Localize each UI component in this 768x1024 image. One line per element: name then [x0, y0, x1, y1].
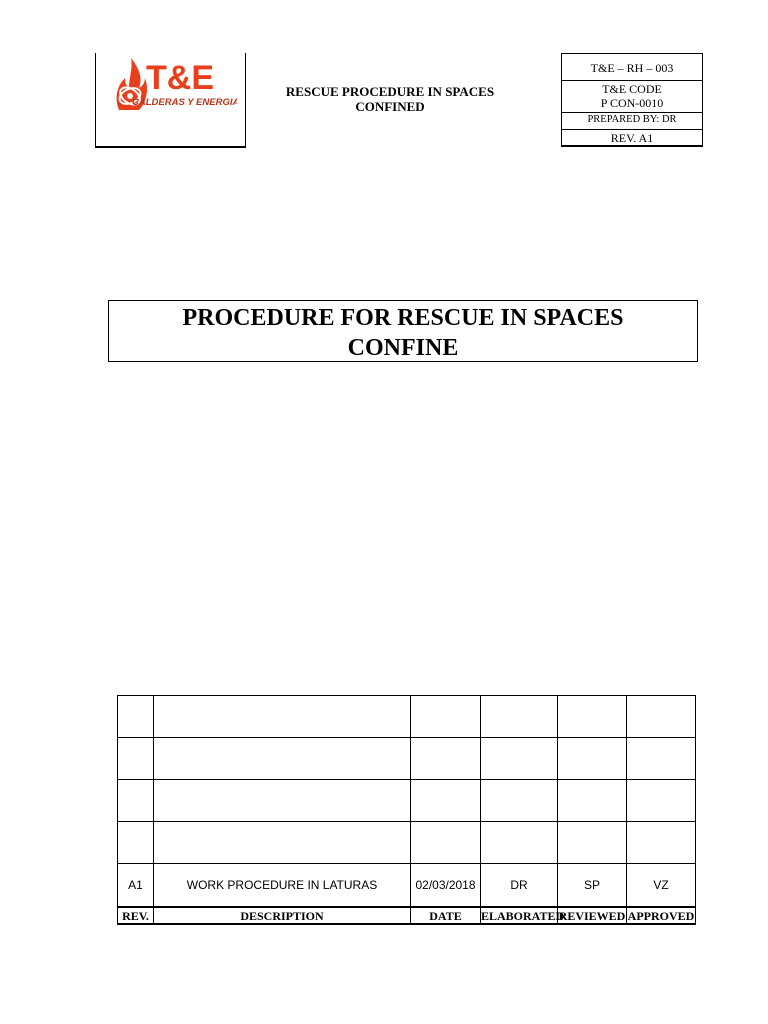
table-cell [411, 822, 481, 864]
svg-text:CALDERAS Y ENERGIA: CALDERAS Y ENERGIA [132, 97, 237, 108]
table-cell [118, 822, 154, 864]
code-value: P CON-0010 [600, 96, 664, 110]
table-cell [627, 738, 696, 780]
table-row [118, 738, 696, 780]
table-cell [481, 780, 558, 822]
company-logo [113, 56, 237, 112]
revision-table [117, 695, 696, 925]
table-cell [411, 696, 481, 738]
table-cell [627, 780, 696, 822]
company-logo-graphic [113, 56, 237, 112]
table-cell [481, 696, 558, 738]
table-cell [411, 738, 481, 780]
table-cell [558, 822, 627, 864]
table-cell [154, 696, 411, 738]
table-row [118, 864, 696, 908]
header-date: DATE [411, 907, 481, 924]
document-number: T&E – RH – 003 [590, 61, 674, 75]
description-cell: WORK PROCEDURE IN LATURAS [154, 864, 411, 908]
rev-cell: A1 [118, 864, 154, 908]
table-row [118, 780, 696, 822]
table-cell [481, 822, 558, 864]
code-box-divider [561, 112, 703, 113]
table-cell [118, 738, 154, 780]
table-row [118, 822, 696, 864]
header-reviewed: REVIEWED [558, 908, 626, 923]
table-cell [558, 738, 627, 780]
code-box-divider [561, 80, 703, 81]
prepared-by: PREPARED BY: DR [587, 114, 677, 125]
table-cell [154, 822, 411, 864]
table-cell [627, 696, 696, 738]
table-header-row [118, 907, 696, 924]
code-label: T&E CODE [602, 82, 662, 96]
table-row [118, 696, 696, 738]
table-cell [118, 780, 154, 822]
table-cell [627, 822, 696, 864]
header-title [246, 84, 534, 114]
main-title-line1: PROCEDURE FOR RESCUE IN SPACES [182, 305, 624, 331]
header-elaborated: ELABORATED [481, 908, 565, 923]
approved-cell: VZ [627, 864, 696, 908]
table-cell [118, 696, 154, 738]
header-approved: APPROVED [627, 908, 695, 923]
table-cell [154, 780, 411, 822]
code-box-divider [561, 129, 703, 130]
header-rev: REV. [118, 907, 154, 924]
table-cell [558, 696, 627, 738]
header-title-line2: CONFINED [355, 99, 425, 114]
table-cell [558, 780, 627, 822]
main-title-box [108, 300, 698, 362]
header-title-line1: RESCUE PROCEDURE IN SPACES [285, 84, 495, 99]
svg-text:T&E: T&E [146, 59, 214, 97]
table-cell [154, 738, 411, 780]
elaborated-cell: DR [481, 864, 558, 908]
revision-label: REV. A1 [610, 131, 654, 145]
date-cell: 02/03/2018 [411, 864, 481, 908]
table-cell [411, 780, 481, 822]
main-title-line2: CONFINE [347, 335, 459, 361]
reviewed-cell: SP [558, 864, 627, 908]
header-description: DESCRIPTION [154, 907, 411, 924]
table-cell [481, 738, 558, 780]
